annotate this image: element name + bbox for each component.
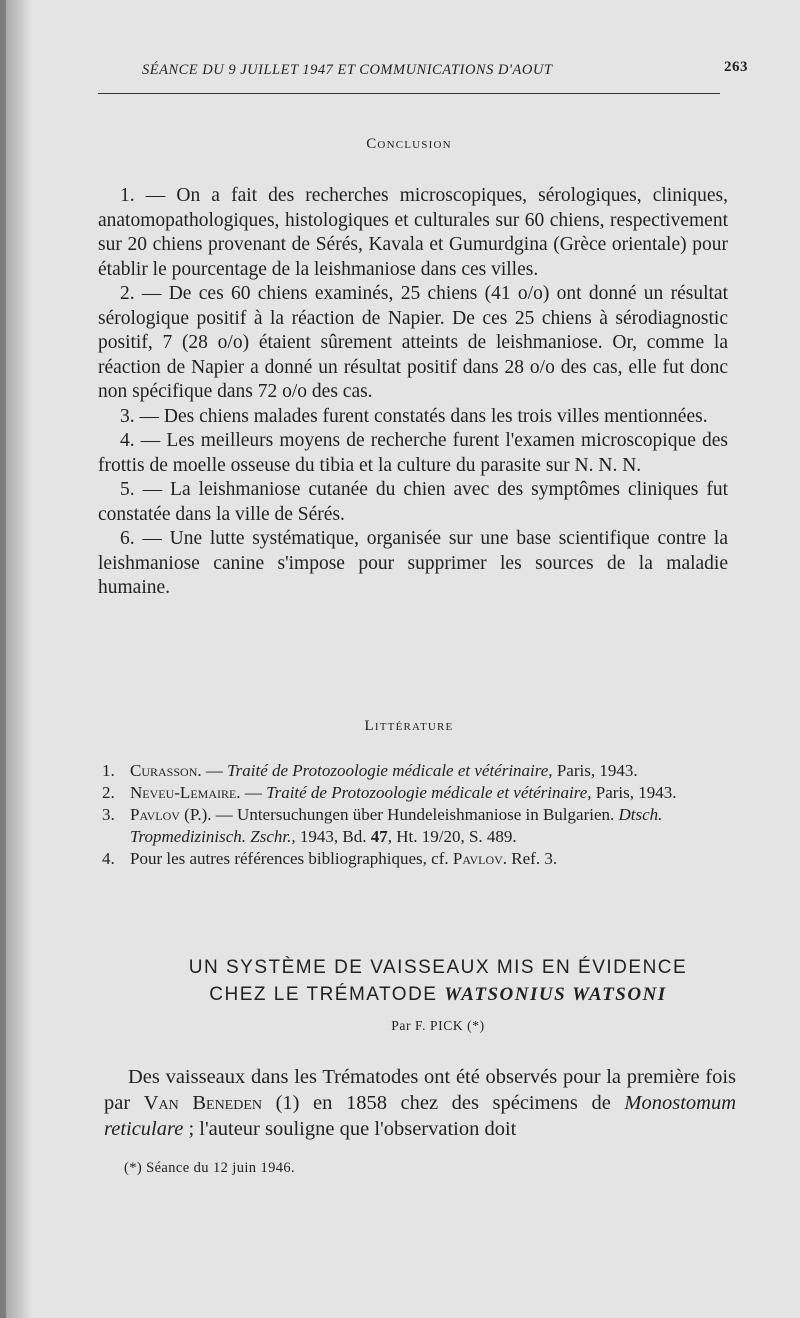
reference-author: Curasson. xyxy=(130,761,202,780)
article-title-line-1: UN SYSTÈME DE VAISSEAUX MIS EN ÉVIDENCE xyxy=(188,957,688,978)
conclusion-heading: Conclusion xyxy=(366,136,452,152)
litterature-heading: Littérature xyxy=(364,718,454,734)
reference-number: 4. xyxy=(102,849,115,868)
conclusion-item-3: 3. — Des chiens malades furent constatés dans les trois villes mentionnées. xyxy=(120,405,708,427)
reference-details: Paris, 1943. xyxy=(552,761,638,780)
reference-list xyxy=(102,760,732,870)
reference-item xyxy=(102,782,732,804)
reference-item xyxy=(102,848,732,870)
reference-item xyxy=(102,760,732,782)
reference-details-2: , Ht. 19/20, S. 489. xyxy=(387,827,517,846)
page-number: 263 xyxy=(724,59,748,75)
running-header xyxy=(142,59,748,79)
article-title-line-2: CHEZ LE TRÉMATODE WATSONIUS WATSONI xyxy=(209,984,667,1005)
reference-details: 1943, Bd. xyxy=(295,827,371,846)
footnote: (*) Séance du 12 juin 1946. xyxy=(124,1160,296,1176)
reference-author: Pavlov (P.). xyxy=(130,805,212,824)
cited-author: Van Beneden xyxy=(143,1092,262,1114)
reference-number: 2. xyxy=(102,783,115,802)
article-title xyxy=(98,954,778,1008)
conclusion-item-4: 4. — Les meilleurs moyens de recherche furent l'examen microscopique des frottis de moelle osseuse du tibia et la culture du parasite sur N. N. N. xyxy=(98,430,728,476)
reference-author: Pavlov. xyxy=(452,849,508,868)
conclusion-item-5: 5. — La leishmaniose cutanée du chien avec des symptômes cliniques fut constatée dans la ville de Sérés. xyxy=(98,479,728,525)
species-name: WATSONIUS WATSONI xyxy=(444,984,667,1005)
reference-number: 3. xyxy=(102,805,115,824)
conclusion-item-1: 1. — On a fait des recherches microscopiques, sérologiques, cliniques, anatomopathologiques, histologiques et culturales sur 60 chiens, respectivement sur 20 chiens provenant de Sérés, Kavala et Gumurdgina (Grèce orientale) pour établir le pourcentage de la leishmaniose dans ces villes. xyxy=(98,185,728,280)
intro-paragraph: Des vaisseaux dans les Trématodes ont été observés pour la première fois par Van Beneden (1) en 1858 chez des spécimens de Monostomum reticulare ; l'auteur souligne que l'observation doit xyxy=(104,1066,736,1140)
conclusion-item-2: 2. — De ces 60 chiens examinés, 25 chiens (41 o/o) ont donné un résultat sérologique positif à la réaction de Napier. De ces 25 chiens à sérodiagnostic positif, 7 (28 o/o) étaient sûrement atteints de leishmaniose. Or, comme la réaction de Napier a donné un résultat positif dans 28 o/o des cas, elle fut donc non spécifique dans 72 o/o des cas. xyxy=(98,283,728,402)
conclusion-item-6: 6. — Une lutte systématique, organisée sur une base scientifique contre la leishmaniose canine s'impose pour supprimer les sources de la maladie humaine. xyxy=(98,528,728,598)
article-intro xyxy=(104,1064,736,1142)
reference-prefix: Pour les autres références bibliographiques, cf. xyxy=(130,849,453,868)
reference-separator: — xyxy=(240,783,267,802)
reference-number: 1. xyxy=(102,761,115,780)
reference-details: Paris, 1943. xyxy=(591,783,677,802)
reference-item xyxy=(102,804,732,848)
header-rule xyxy=(98,93,720,94)
reference-title: Dtsch. Tropmedizinisch. Zschr., xyxy=(130,805,663,846)
binding-shadow xyxy=(6,0,32,1318)
reference-separator: — xyxy=(201,761,228,780)
reference-title: Traité de Protozoologie médicale et vétérinaire, xyxy=(227,761,553,780)
reference-author: Neveu-Lemaire. xyxy=(130,783,241,802)
reference-title: Traité de Protozoologie médicale et vétérinaire, xyxy=(266,783,592,802)
reference-volume: 47 xyxy=(370,827,388,846)
conclusion-body xyxy=(98,184,728,601)
article-byline: Par F. PICK (*) xyxy=(391,1018,485,1033)
reference-details: Ref. 3. xyxy=(507,849,558,868)
reference-separator: — Untersuchungen über Hundeleishmaniose in Bulgarien. xyxy=(211,805,619,824)
cited-species: Monostomum reticulare xyxy=(104,1092,736,1140)
running-title: SÉANCE DU 9 JUILLET 1947 ET COMMUNICATIONS D'AOUT xyxy=(142,62,553,78)
